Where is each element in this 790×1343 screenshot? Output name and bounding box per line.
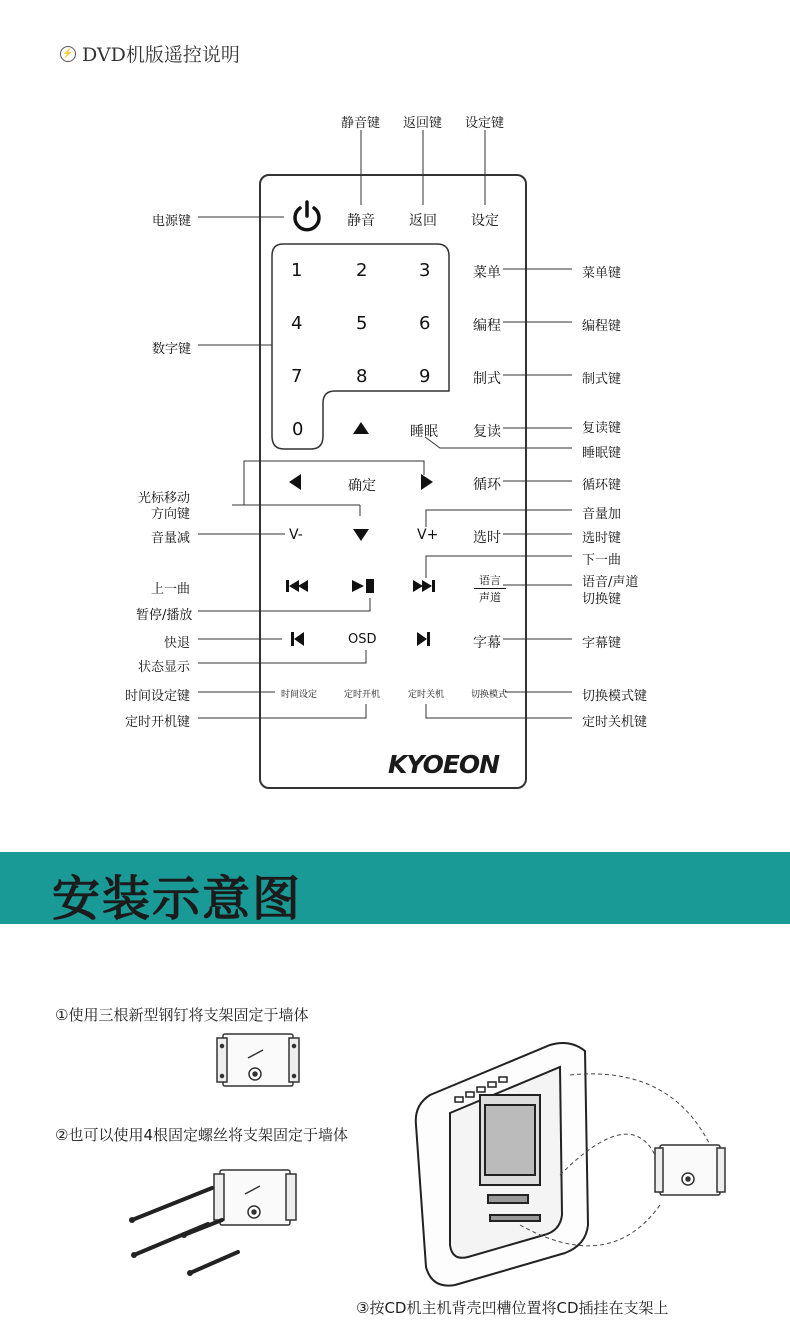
next-callout: 下一曲 xyxy=(582,553,622,568)
bracket-screws-illustration xyxy=(120,1160,310,1285)
numeric-callout: 数字键 xyxy=(152,342,192,357)
osd-button[interactable]: OSD xyxy=(348,632,377,647)
audio-key-line1: 语言 xyxy=(474,572,506,589)
audio-channel-button[interactable] xyxy=(474,572,506,605)
play-pause-icon xyxy=(352,579,374,593)
bracket-illustration xyxy=(213,1028,303,1093)
subtitle-callout: 字幕键 xyxy=(582,636,622,651)
time-set-button[interactable]: 时间设定 xyxy=(281,690,318,700)
banner-title: 安装示意图 xyxy=(52,871,303,927)
power-callout: 电源键 xyxy=(152,214,192,229)
vol-down-callout: 音量减 xyxy=(151,531,191,546)
num-6-button[interactable]: 6 xyxy=(419,313,431,334)
lightning-icon: ⚡ xyxy=(60,46,76,62)
status-callout: 状态显示 xyxy=(138,660,191,675)
right-arrow-button[interactable] xyxy=(419,473,435,491)
next-track-icon xyxy=(413,580,435,592)
vol-up-callout: 音量加 xyxy=(582,507,622,522)
menu-button[interactable]: 菜单 xyxy=(473,265,501,281)
step-1-text: ①使用三根新型钢钉将支架固定于墙体 xyxy=(55,1006,309,1024)
sleep-button[interactable]: 睡眠 xyxy=(410,424,438,440)
system-button[interactable]: 制式 xyxy=(473,371,501,387)
num-9-button[interactable]: 9 xyxy=(419,366,431,387)
rewind-callout: 快退 xyxy=(164,636,191,651)
step-3-text: ③按CD机主机背壳凹槽位置将CD插挂在支架上 xyxy=(356,1299,669,1317)
power-button[interactable] xyxy=(290,199,324,237)
timer-on-button[interactable]: 定时开机 xyxy=(344,690,381,700)
forward-button[interactable] xyxy=(416,631,432,647)
rewind-button[interactable] xyxy=(290,631,306,647)
next-track-button[interactable] xyxy=(412,578,440,594)
subtitle-button[interactable]: 字幕 xyxy=(473,635,501,651)
audio-callout-line1: 语音/声道 xyxy=(582,575,639,590)
loop-button[interactable]: 循环 xyxy=(473,477,501,493)
back-button[interactable]: 返回 xyxy=(409,213,437,229)
timer-off-button[interactable]: 定时关机 xyxy=(408,690,445,700)
heading-text: DVD机版遥控说明 xyxy=(82,44,240,66)
audio-callout-line2: 切换键 xyxy=(582,592,622,607)
cd-player-illustration xyxy=(410,1035,740,1290)
right-arrow-icon xyxy=(421,474,433,490)
left-arrow-icon xyxy=(289,474,301,490)
back-callout: 返回键 xyxy=(403,116,443,131)
prev-callout: 上一曲 xyxy=(151,582,191,597)
mute-callout: 静音键 xyxy=(341,116,381,131)
down-arrow-button[interactable] xyxy=(352,527,370,543)
power-icon xyxy=(290,199,324,233)
num-0-button[interactable]: 0 xyxy=(292,419,304,440)
repeat-callout: 复读键 xyxy=(582,421,622,436)
num-3-button[interactable]: 3 xyxy=(419,260,431,281)
rewind-icon xyxy=(291,632,304,646)
sleep-callout: 睡眠键 xyxy=(582,446,622,461)
num-2-button[interactable]: 2 xyxy=(356,260,368,281)
audio-key-line2: 声道 xyxy=(479,591,501,604)
cursor-callout-line2: 方向键 xyxy=(151,507,191,522)
num-1-button[interactable]: 1 xyxy=(291,260,303,281)
ok-button[interactable]: 确定 xyxy=(348,478,376,494)
program-callout: 编程键 xyxy=(582,319,622,334)
setup-button[interactable]: 设定 xyxy=(471,213,499,229)
num-7-button[interactable]: 7 xyxy=(291,366,303,387)
up-arrow-button[interactable] xyxy=(352,420,370,436)
forward-icon xyxy=(417,632,430,646)
num-5-button[interactable]: 5 xyxy=(356,313,368,334)
num-8-button[interactable]: 8 xyxy=(356,366,368,387)
prev-track-icon xyxy=(286,580,308,592)
prev-track-button[interactable] xyxy=(285,578,313,594)
mode-switch-button[interactable]: 切换模式 xyxy=(471,690,508,700)
mute-button[interactable]: 静音 xyxy=(347,213,375,229)
time-set-callout: 时间设定键 xyxy=(125,689,191,704)
left-arrow-button[interactable] xyxy=(287,473,303,491)
mode-switch-callout: 切换模式键 xyxy=(582,689,648,704)
menu-callout: 菜单键 xyxy=(582,266,622,281)
brand-logo: KYOEON xyxy=(388,750,500,779)
setup-callout: 设定键 xyxy=(465,116,505,131)
timer-on-callout: 定时开机键 xyxy=(125,715,191,730)
select-time-button[interactable]: 选时 xyxy=(473,530,501,546)
vol-up-button[interactable]: V+ xyxy=(417,527,439,543)
cursor-callout-line1: 光标移动 xyxy=(138,491,191,506)
num-4-button[interactable]: 4 xyxy=(291,313,303,334)
step-2-text: ②也可以使用4根固定螺丝将支架固定于墙体 xyxy=(55,1126,348,1144)
system-callout: 制式键 xyxy=(582,372,622,387)
play-pause-button[interactable] xyxy=(351,578,377,594)
vol-down-button[interactable]: V- xyxy=(289,527,303,543)
pause-callout: 暂停/播放 xyxy=(136,608,193,623)
repeat-button[interactable]: 复读 xyxy=(473,424,501,440)
timer-off-callout: 定时关机键 xyxy=(582,715,648,730)
program-button[interactable]: 编程 xyxy=(473,318,501,334)
down-arrow-icon xyxy=(353,529,369,541)
loop-callout: 循环键 xyxy=(582,478,622,493)
up-arrow-icon xyxy=(353,422,369,434)
select-time-callout: 选时键 xyxy=(582,531,622,546)
